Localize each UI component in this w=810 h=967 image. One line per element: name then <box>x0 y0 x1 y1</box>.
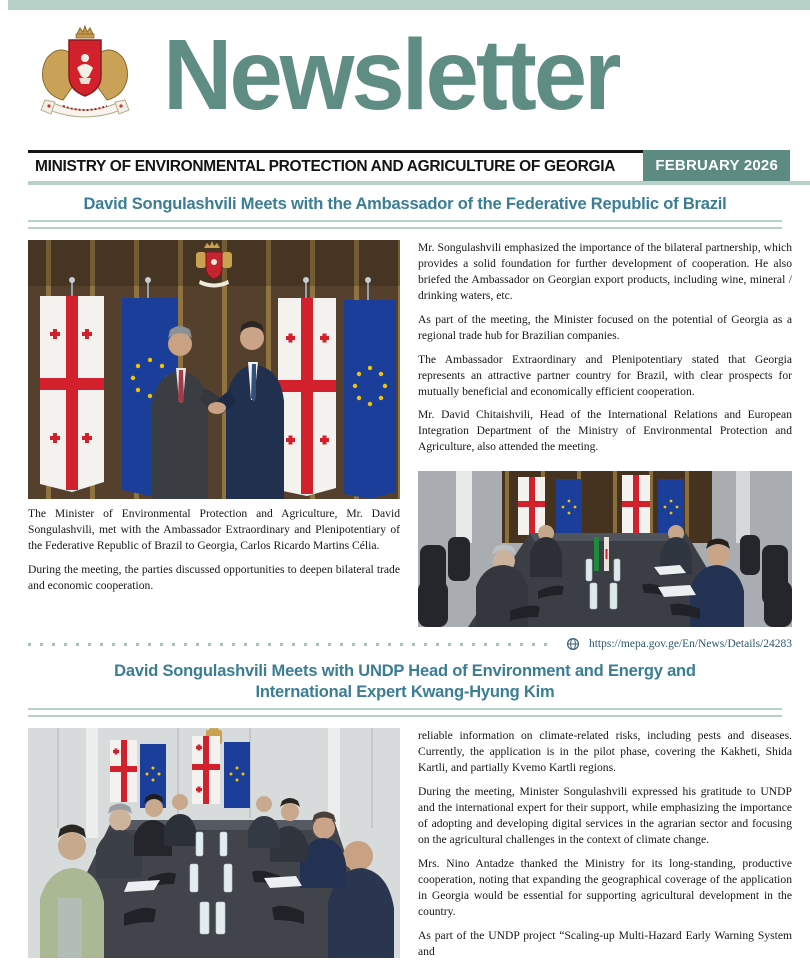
article2-paragraph: During the meeting, Minister Songulashvili expressed his gratitude to UNDP and the international expert for their support, while emphasizing the importance of adopting and developing digital services in the agrarian sector and focusing on the agricultural challenges in the context of climate change. <box>418 784 792 846</box>
newsletter-title: Newsletter <box>163 19 619 132</box>
article1-paragraph: Mr. David Chitaishvili, Head of the International Relations and European Integration Department of the Ministry of Environmental Protection and Agriculture, also attended the meeting. <box>418 408 792 454</box>
article-undp-meeting <box>0 661 810 967</box>
dotted-separator <box>28 643 552 646</box>
article2-paragraph: As part of the UNDP project “Scaling-up Multi-Hazard Early Warning System and <box>418 928 792 958</box>
undp-meeting-photo <box>28 728 400 958</box>
article2-title-underline <box>28 708 782 717</box>
bilateral-meeting-photo <box>418 471 792 627</box>
article2-paragraph: Mrs. Nino Antadze thanked the Ministry for its long-standing, productive cooperation, noting that expanding the geographical coverage of the application in Georgia would be essential for supporting agricultural development in the country. <box>418 856 792 918</box>
article1-link-row <box>28 636 792 652</box>
article-brazil-ambassador <box>0 194 810 652</box>
article1-link[interactable]: https://mepa.gov.ge/En/News/Details/24283 <box>588 638 792 651</box>
masthead <box>0 0 810 146</box>
georgia-coat-of-arms-icon <box>33 24 137 122</box>
ministry-bar-left <box>28 150 643 181</box>
article2-paragraph: reliable information on climate-related risks, including pests and diseases. Currently, the application is in the pilot phase, covering the Kakheti, Shida Kartli, and partially Kvemo Kartli regions. <box>418 728 792 774</box>
article1-title: David Songulashvili Meets with the Ambassador of the Federative Republic of Brazil <box>83 195 727 213</box>
masthead-rule <box>28 181 810 185</box>
handshake-photo <box>28 240 400 499</box>
article1-title-underline <box>28 220 782 229</box>
ministry-name: MINISTRY OF ENVIRONMENTAL PROTECTION AND AGRICULTURE OF GEORGIA <box>35 158 616 175</box>
article1-caption-paragraph: During the meeting, the parties discussed opportunities to deepen bilateral trade and economic cooperation. <box>28 562 400 592</box>
article2-title: David Songulashvili Meets with UNDP Head of Environment and Energy and International Expert Kwang-Hyung Kim <box>114 662 696 702</box>
top-accent-strip <box>8 0 810 10</box>
article1-paragraph: As part of the meeting, the Minister focused on the potential of Georgia as a regional trade hub for Brazilian companies. <box>418 312 792 342</box>
globe-icon <box>566 637 580 651</box>
article1-caption-paragraph: The Minister of Environmental Protection and Agriculture, Mr. David Songulashvili, met with the Ambassador Extraordinary and Plenipotentiary of the Federative Republic of Brazil to Georgia, Carlos Ricardo Martins Célia. <box>28 506 400 552</box>
ministry-bar <box>28 150 810 181</box>
article1-paragraph: Mr. Songulashvili emphasized the importance of the bilateral partnership, which provides a solid foundation for further development of cooperation. He also briefed the Ambassador on Georgian export products, including wine, mineral / drinking waters, etc. <box>418 240 792 302</box>
issue-badge: FEBRUARY 2026 <box>643 150 790 181</box>
article1-paragraph: The Ambassador Extraordinary and Plenipotentiary stated that Georgia represents an attractive partner country for Brazil, with clear prospects for mutually beneficial and economically efficient cooperation. <box>418 352 792 398</box>
